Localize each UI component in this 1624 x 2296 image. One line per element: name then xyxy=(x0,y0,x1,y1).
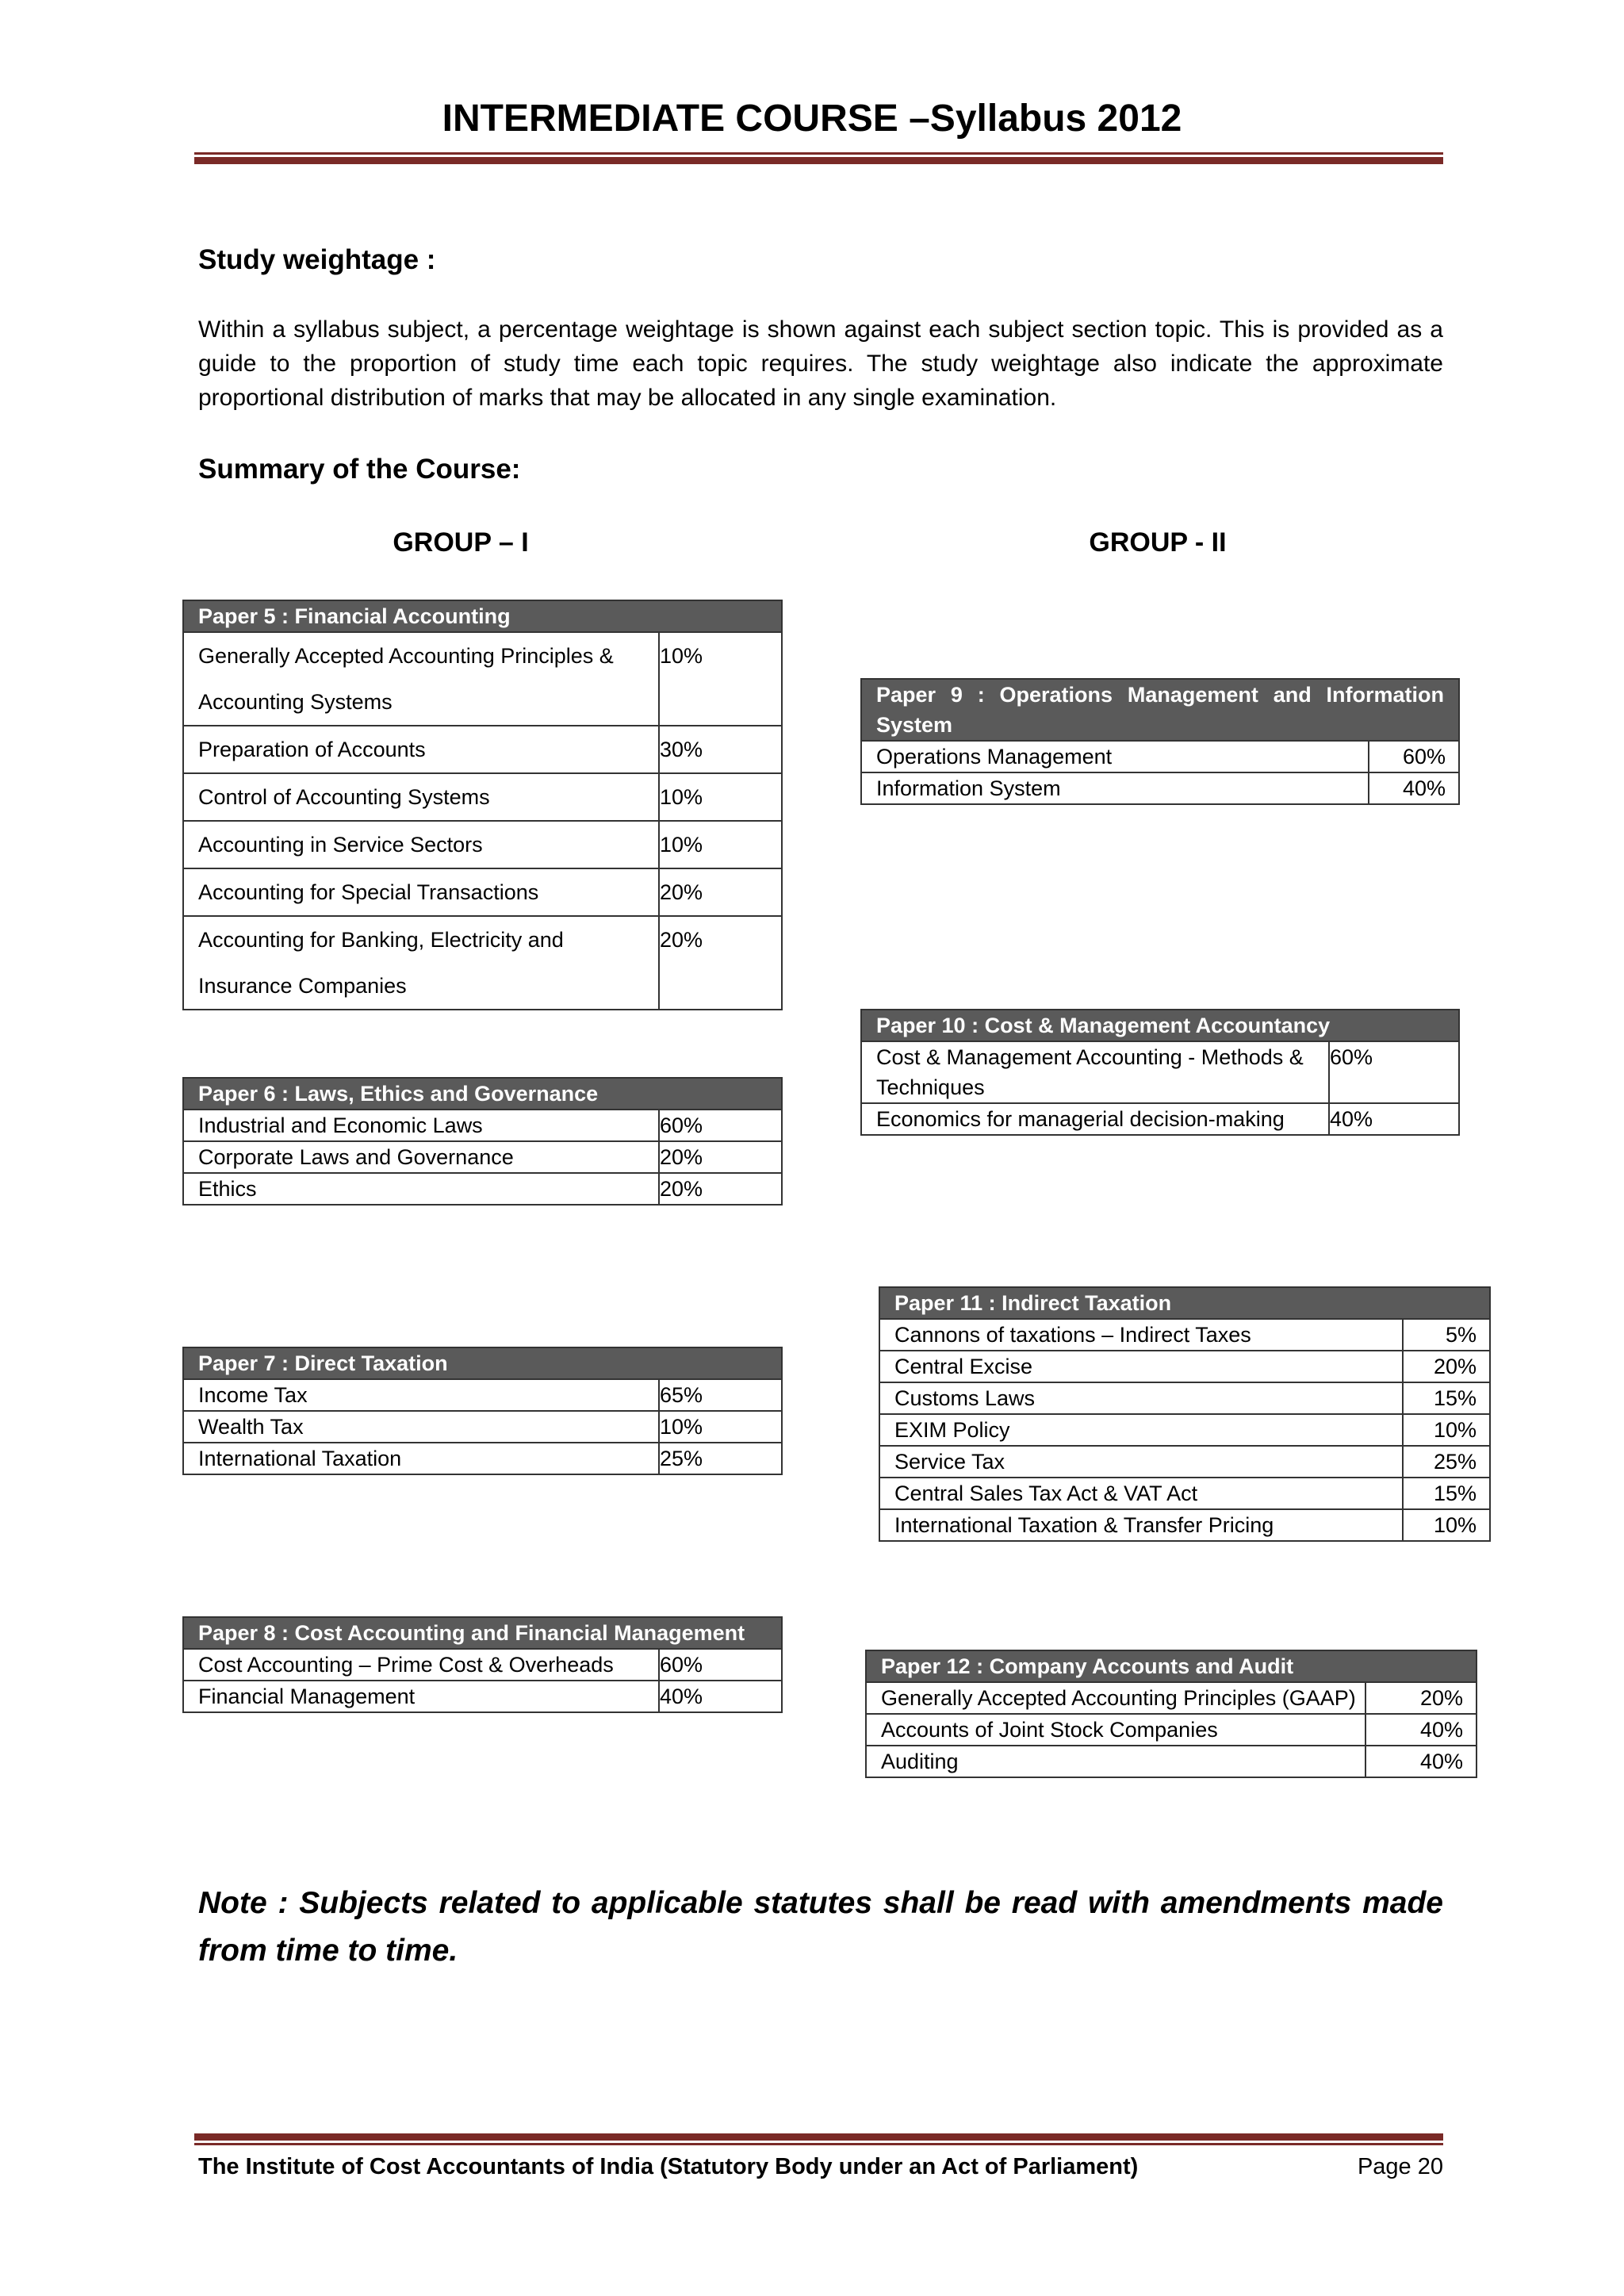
table-row xyxy=(879,1351,1490,1382)
topic-cell: Accounts of Joint Stock Companies xyxy=(866,1714,1365,1746)
paper-11-table xyxy=(879,1286,1491,1542)
summary-heading: Summary of the Course: xyxy=(198,454,521,485)
paper-10-title: Paper 10 : Cost & Management Accountancy xyxy=(861,1010,1459,1041)
weight-cell: 20% xyxy=(659,916,782,1010)
weight-cell: 15% xyxy=(1403,1478,1490,1509)
study-weightage-text: Within a syllabus subject, a percentage weightage is shown against each subject section topic. This is provided as a guide to the proportion of study time each topic requires. The study weightage also indicate the approximate proportional distribution of marks that may be allocated in any single examination. xyxy=(198,316,1443,411)
weight-cell: 25% xyxy=(1403,1446,1490,1478)
paper-6-title: Paper 6 : Laws, Ethics and Governance xyxy=(183,1078,782,1110)
table-row xyxy=(861,1103,1459,1135)
table-row xyxy=(861,772,1459,804)
topic-cell: Information System xyxy=(861,772,1369,804)
topic-cell: Corporate Laws and Governance xyxy=(183,1141,659,1173)
table-row xyxy=(861,1041,1459,1103)
table-row xyxy=(183,868,782,916)
table-row xyxy=(183,916,782,1010)
topic-cell: Customs Laws xyxy=(879,1382,1403,1414)
topic-cell: Service Tax xyxy=(879,1446,1403,1478)
group-2-title: GROUP - II xyxy=(1089,527,1227,558)
table-row xyxy=(183,726,782,773)
topic-cell: Economics for managerial decision-making xyxy=(861,1103,1329,1135)
topic-cell: Wealth Tax xyxy=(183,1411,659,1443)
header-rule xyxy=(194,152,1443,164)
topic-cell: Control of Accounting Systems xyxy=(183,773,659,821)
topic-cell: Central Excise xyxy=(879,1351,1403,1382)
paper-5-title: Paper 5 : Financial Accounting xyxy=(183,600,782,632)
weight-cell: 10% xyxy=(659,632,782,726)
topic-cell: Industrial and Economic Laws xyxy=(183,1110,659,1141)
weight-cell: 20% xyxy=(1403,1351,1490,1382)
topic-cell: Generally Accepted Accounting Principles (GAAP) xyxy=(866,1682,1365,1714)
table-row xyxy=(879,1382,1490,1414)
table-row xyxy=(866,1714,1477,1746)
weight-cell: 10% xyxy=(659,821,782,868)
group-1-title: GROUP – I xyxy=(393,527,529,558)
weight-cell: 10% xyxy=(659,1411,782,1443)
weight-cell: 10% xyxy=(659,773,782,821)
table-row xyxy=(183,821,782,868)
table-row xyxy=(861,741,1459,772)
table-row xyxy=(866,1682,1477,1714)
topic-cell: Ethics xyxy=(183,1173,659,1205)
paper-5-table xyxy=(182,600,783,1010)
topic-cell: Generally Accepted Accounting Principles & Accounting Systems xyxy=(183,632,659,726)
table-row xyxy=(183,1681,782,1712)
weight-cell: 40% xyxy=(1329,1103,1459,1135)
paper-10-table xyxy=(860,1009,1460,1136)
table-row xyxy=(183,1379,782,1411)
topic-cell: Cost Accounting – Prime Cost & Overheads xyxy=(183,1649,659,1681)
paper-9-table xyxy=(860,678,1460,805)
topic-cell: Income Tax xyxy=(183,1379,659,1411)
footer-institute: The Institute of Cost Accountants of India (Statutory Body under an Act of Parliament) xyxy=(198,2154,1139,2179)
paper-9-title: Paper 9 : Operations Management and Information System xyxy=(861,679,1459,741)
table-row xyxy=(183,773,782,821)
paper-8-title: Paper 8 : Cost Accounting and Financial Management xyxy=(183,1617,782,1649)
topic-cell: Cost & Management Accounting - Methods & Techniques xyxy=(861,1041,1329,1103)
weight-cell: 20% xyxy=(659,1141,782,1173)
table-row xyxy=(879,1446,1490,1478)
table-row xyxy=(866,1746,1477,1777)
topic-cell: Operations Management xyxy=(861,741,1369,772)
table-row xyxy=(183,1411,782,1443)
topic-cell: Financial Management xyxy=(183,1681,659,1712)
table-row xyxy=(183,1141,782,1173)
paper-7-title: Paper 7 : Direct Taxation xyxy=(183,1347,782,1379)
weight-cell: 10% xyxy=(1403,1509,1490,1541)
paper-12-table xyxy=(865,1650,1477,1778)
weight-cell: 60% xyxy=(1369,741,1459,772)
weight-cell: 65% xyxy=(659,1379,782,1411)
topic-cell: Central Sales Tax Act & VAT Act xyxy=(879,1478,1403,1509)
table-row xyxy=(183,1173,782,1205)
page-title: INTERMEDIATE COURSE –Syllabus 2012 xyxy=(442,98,1182,140)
table-row xyxy=(879,1509,1490,1541)
weight-cell: 40% xyxy=(1365,1714,1477,1746)
weight-cell: 60% xyxy=(1329,1041,1459,1103)
topic-cell: Auditing xyxy=(866,1746,1365,1777)
amendment-note: Note : Subjects related to applicable statutes shall be read with amendments made from time to time. xyxy=(198,1886,1443,1968)
weight-cell: 40% xyxy=(659,1681,782,1712)
weight-cell: 40% xyxy=(1369,772,1459,804)
paper-6-table xyxy=(182,1077,783,1205)
weight-cell: 60% xyxy=(659,1110,782,1141)
table-row xyxy=(183,1649,782,1681)
paper-12-title: Paper 12 : Company Accounts and Audit xyxy=(866,1650,1477,1682)
paper-7-table xyxy=(182,1347,783,1475)
table-row xyxy=(879,1319,1490,1351)
topic-cell: EXIM Policy xyxy=(879,1414,1403,1446)
table-row xyxy=(879,1414,1490,1446)
topic-cell: Cannons of taxations – Indirect Taxes xyxy=(879,1319,1403,1351)
weight-cell: 40% xyxy=(1365,1746,1477,1777)
study-weightage-heading: Study weightage : xyxy=(198,244,436,275)
topic-cell: Accounting for Special Transactions xyxy=(183,868,659,916)
table-row xyxy=(183,1443,782,1474)
weight-cell: 20% xyxy=(659,1173,782,1205)
weight-cell: 20% xyxy=(1365,1682,1477,1714)
topic-cell: Accounting for Banking, Electricity and Insurance Companies xyxy=(183,916,659,1010)
weight-cell: 10% xyxy=(1403,1414,1490,1446)
table-row xyxy=(183,1110,782,1141)
table-row xyxy=(879,1478,1490,1509)
weight-cell: 30% xyxy=(659,726,782,773)
page-number: Page 20 xyxy=(1357,2154,1443,2179)
weight-cell: 15% xyxy=(1403,1382,1490,1414)
footer-rule xyxy=(194,2133,1443,2145)
weight-cell: 5% xyxy=(1403,1319,1490,1351)
paper-8-table xyxy=(182,1616,783,1713)
table-row xyxy=(183,632,782,726)
topic-cell: Accounting in Service Sectors xyxy=(183,821,659,868)
weight-cell: 25% xyxy=(659,1443,782,1474)
topic-cell: International Taxation xyxy=(183,1443,659,1474)
weight-cell: 20% xyxy=(659,868,782,916)
weight-cell: 60% xyxy=(659,1649,782,1681)
topic-cell: International Taxation & Transfer Pricing xyxy=(879,1509,1403,1541)
paper-11-title: Paper 11 : Indirect Taxation xyxy=(879,1287,1490,1319)
topic-cell: Preparation of Accounts xyxy=(183,726,659,773)
